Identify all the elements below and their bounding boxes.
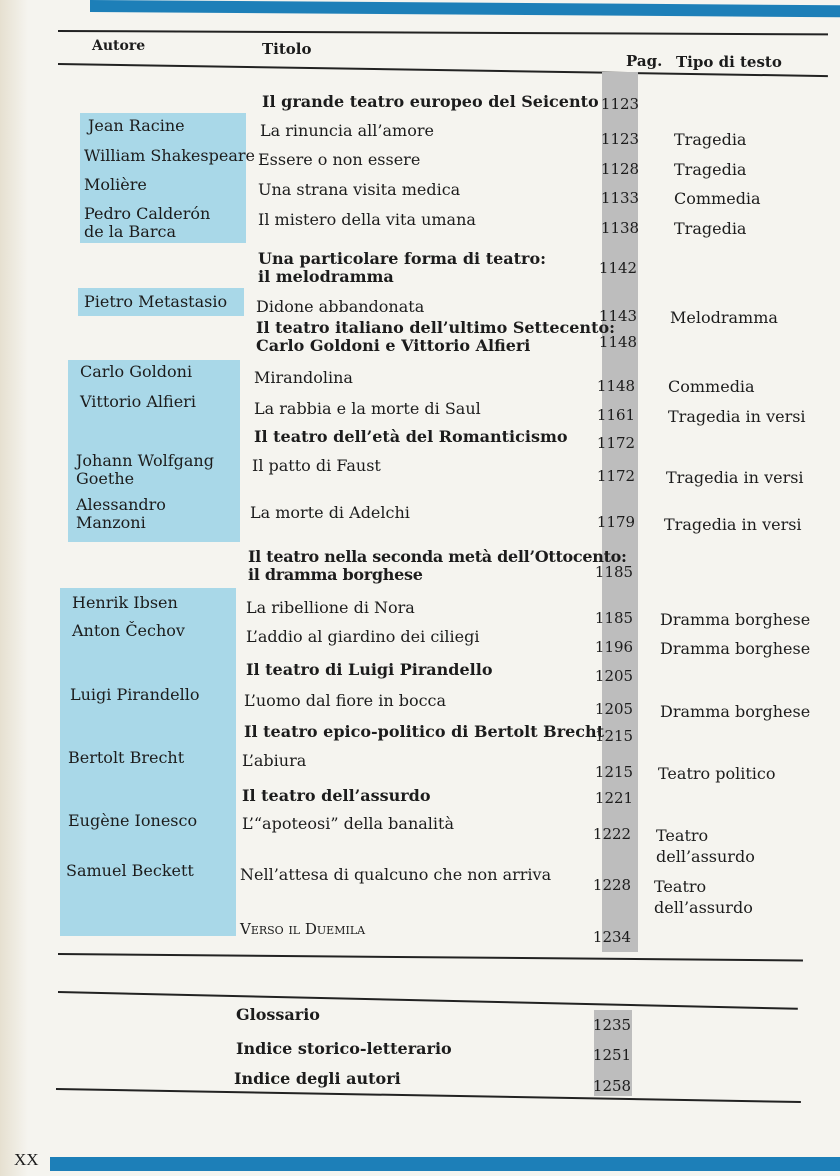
text-type: Tragedia in versi — [668, 407, 806, 426]
text-type: Teatro dell’assurdo — [654, 877, 753, 917]
section-page: 1123 — [600, 95, 640, 113]
appendix-bottom-rule — [56, 1088, 801, 1103]
author-name: Jean Racine — [88, 116, 185, 135]
section-title-verso-duemila: Verso il Duemila — [240, 920, 366, 938]
page-number: XX — [14, 1150, 39, 1169]
section-title: Una particolare forma di teatro: il melodramma — [258, 249, 547, 286]
section-title: Il teatro dell’età del Romanticismo — [254, 427, 568, 446]
text-page: 1133 — [600, 189, 640, 207]
text-type: Melodramma — [670, 308, 778, 327]
text-type: Tragedia in versi — [664, 515, 802, 534]
text-title: Il mistero della vita umana — [258, 210, 476, 229]
appendix-title: Indice degli autori — [234, 1069, 401, 1088]
text-title: La morte di Adelchi — [250, 503, 410, 522]
text-page: 1138 — [600, 219, 640, 237]
text-type: Teatro politico — [658, 764, 776, 783]
text-type: Dramma borghese — [660, 639, 811, 658]
text-page: 1196 — [594, 638, 634, 656]
author-name: Alessandro Manzoni — [76, 495, 166, 532]
appendix-page: 1258 — [592, 1077, 632, 1095]
section-page: 1221 — [594, 789, 634, 807]
text-title: La rinuncia all’amore — [260, 121, 434, 140]
text-title: L’abiura — [242, 751, 307, 770]
section-page: 1185 — [594, 563, 634, 581]
text-page: 1222 — [592, 825, 632, 843]
text-page: 1228 — [592, 876, 632, 894]
author-name: Samuel Beckett — [66, 861, 194, 880]
header-top-rule — [58, 30, 828, 35]
appendix-title: Indice storico-letterario — [236, 1039, 452, 1058]
author-name: William Shakespeare — [84, 146, 255, 165]
text-title: Nell’attesa di qualcuno che non arriva — [240, 865, 552, 884]
text-title: La rabbia e la morte di Saul — [254, 399, 481, 418]
section-title: Il teatro dell’assurdo — [242, 786, 431, 805]
text-title: L’uomo dal fiore in bocca — [244, 691, 447, 710]
section-page: 1234 — [592, 928, 632, 946]
text-title: L’“apoteosi” della banalità — [242, 814, 454, 833]
text-page: 1205 — [594, 700, 634, 718]
author-name: Luigi Pirandello — [70, 685, 200, 704]
author-name: Eugène Ionesco — [68, 811, 198, 830]
author-name: Bertolt Brecht — [68, 748, 185, 767]
page-binding-edge — [0, 0, 28, 1176]
text-page: 1161 — [596, 406, 636, 424]
column-header-pag: Pag. — [626, 52, 663, 70]
text-page: 1148 — [596, 377, 636, 395]
author-name: Pedro Calderón de la Barca — [84, 204, 211, 241]
author-name: Molière — [84, 175, 147, 194]
section-title: Il teatro epico-politico di Bertolt Brecht — [244, 722, 605, 741]
text-page: 1215 — [594, 763, 634, 781]
author-name: Henrik Ibsen — [72, 593, 178, 612]
bottom-color-stripe — [50, 1157, 840, 1171]
text-title: Essere o non essere — [258, 150, 421, 169]
text-title: L’addio al giardino dei ciliegi — [246, 627, 480, 646]
text-page: 1123 — [600, 130, 640, 148]
section-page: 1205 — [594, 667, 634, 685]
section-title: Il teatro italiano dell’ultimo Settecento: Carlo Goldoni e Vittorio Alfieri — [256, 318, 616, 355]
text-title: Didone abbandonata — [256, 297, 425, 316]
section-end-rule — [58, 953, 803, 962]
section-page: 1215 — [594, 727, 634, 745]
text-type: Teatro dell’assurdo — [656, 826, 755, 866]
text-page: 1185 — [594, 609, 634, 627]
section-title: Il teatro di Luigi Pirandello — [246, 660, 493, 679]
section-title: Il teatro nella seconda metà dell’Ottocento: il dramma borghese — [248, 547, 627, 584]
text-type: Tragedia — [674, 160, 747, 179]
text-page: 1172 — [596, 467, 636, 485]
text-type: Tragedia — [674, 219, 747, 238]
appendix-title: Glossario — [236, 1005, 320, 1024]
text-title: Mirandolina — [254, 368, 353, 387]
column-header-titolo: Titolo — [262, 40, 312, 58]
text-type: Commedia — [674, 189, 761, 208]
text-title: Il patto di Faust — [252, 456, 381, 475]
column-header-tipo: Tipo di testo — [676, 53, 782, 71]
author-name: Carlo Goldoni — [80, 362, 193, 381]
text-type: Commedia — [668, 377, 755, 396]
text-page: 1143 — [598, 307, 638, 325]
section-page: 1142 — [598, 259, 638, 277]
text-type: Tragedia in versi — [666, 468, 804, 487]
author-name: Johann Wolfgang Goethe — [76, 451, 214, 488]
column-header-autore: Autore — [92, 38, 146, 54]
section-title: Il grande teatro europeo del Seicento — [262, 92, 599, 111]
text-title: La ribellione di Nora — [246, 598, 415, 617]
appendix-page: 1251 — [592, 1046, 632, 1064]
author-name: Vittorio Alfieri — [80, 392, 196, 411]
text-page: 1128 — [600, 160, 640, 178]
appendix-page: 1235 — [592, 1016, 632, 1034]
text-title: Una strana visita medica — [258, 180, 461, 199]
appendix-top-rule — [58, 991, 798, 1010]
top-color-stripe — [90, 0, 840, 17]
text-page: 1179 — [596, 513, 636, 531]
section-page: 1172 — [596, 434, 636, 452]
author-name: Anton Čechov — [72, 621, 185, 640]
text-type: Dramma borghese — [660, 610, 811, 629]
author-name: Pietro Metastasio — [84, 292, 228, 311]
text-type: Tragedia — [674, 130, 747, 149]
text-type: Dramma borghese — [660, 702, 811, 721]
section-page: 1148 — [598, 333, 638, 351]
